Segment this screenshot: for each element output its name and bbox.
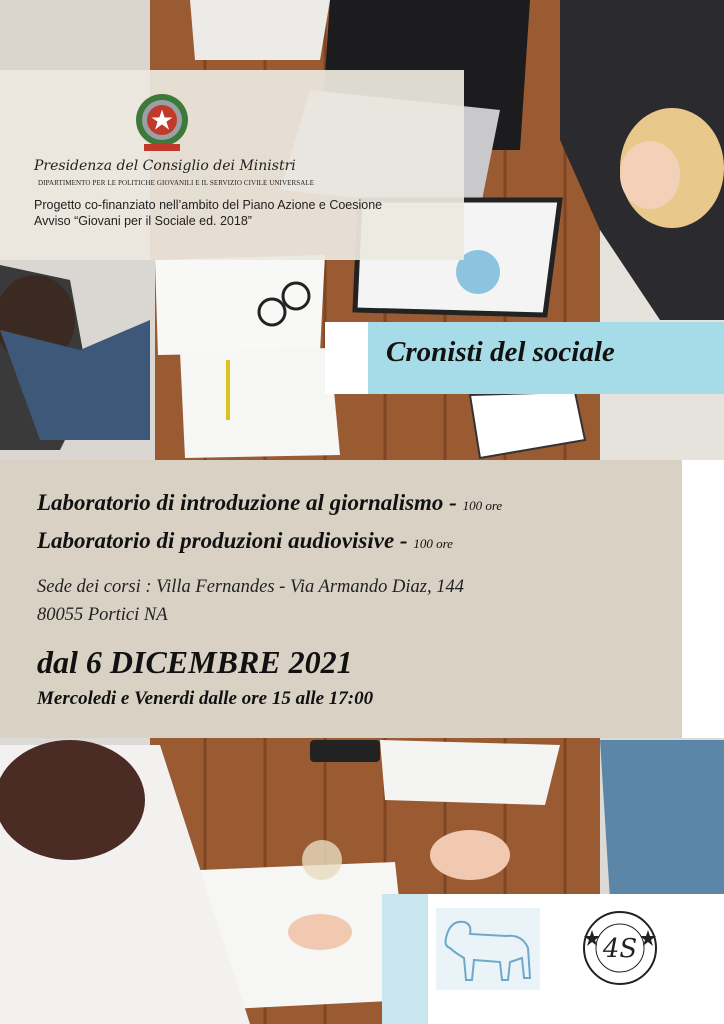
course-hours: 100 ore: [413, 536, 453, 551]
venue-city: 80055 Portici NA: [37, 605, 168, 625]
schedule: Mercoledi e Venerdi dalle ore 15 alle 17:00: [37, 688, 374, 709]
notice-line: Avviso “Giovani per il Sociale ed. 2018”: [34, 214, 252, 228]
logo-strip-accent: [382, 894, 430, 1024]
venue-address: Sede dei corsi : Villa Fernandes - Via Armando Diaz, 144: [37, 577, 464, 597]
department-name: DIPARTIMENTO PER LE POLITICHE GIOVANILI E IL SERVIZIO CIVILE UNIVERSALE: [38, 179, 315, 187]
course-name: Laboratorio di introduzione al giornalismo -: [37, 490, 457, 515]
course-item: [37, 490, 502, 516]
studio-sviluppo-logo-icon: [582, 910, 658, 986]
course-item: [37, 528, 453, 554]
italian-republic-emblem-icon: [130, 90, 194, 154]
course-name: Laboratorio di produzioni audiovisive -: [37, 528, 408, 553]
start-date: dal 6 DICEMBRE 2021: [37, 644, 353, 680]
government-name: Presidenza del Consiglio dei Ministri: [34, 158, 296, 174]
svg-text:4S: 4S: [602, 934, 638, 964]
course-hours: 100 ore: [462, 498, 503, 513]
info-panel-side: [682, 460, 724, 738]
page-title: Cronisti del sociale: [386, 336, 615, 368]
dog-logo-icon: [436, 908, 540, 990]
project-line: Progetto co-finanziato nell’ambito del Piano Azione e Coesione: [34, 198, 383, 212]
title-banner-accent: [325, 322, 370, 394]
